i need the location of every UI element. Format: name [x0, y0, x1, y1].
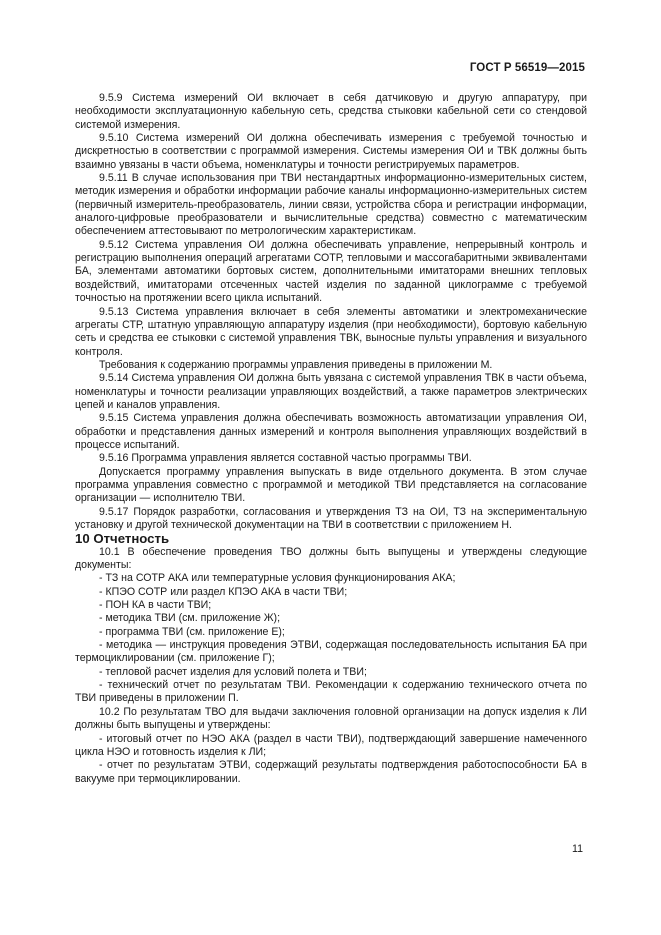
paragraph-10-2: 10.2 По результатам ТВО для выдачи заключения головной организации на допуск изделия к ЛИ должны быть выпущены и утверждены: [75, 705, 587, 732]
list-item: - ПОН КА в части ТВИ; [99, 599, 212, 612]
section-title: 10 Отчетность [75, 531, 170, 547]
page-number: 11 [572, 843, 583, 855]
list-item: - методика — инструкция проведения ЭТВИ, содержащая последовательность испытания БА при термоциклировании (см. приложение Г); [75, 639, 587, 665]
list-item: - отчет по результатам ЭТВИ, содержащий результаты подтверждения работоспособности БА в вакууме при термоциклировании. [75, 759, 587, 785]
document-header: ГОСТ Р 56519—2015 [469, 62, 585, 74]
paragraph-10-1: 10.1 В обеспечение проведения ТВО должны быть выпущены и утверждены следующие документы: [75, 545, 587, 572]
page-body [75, 92, 587, 786]
list-item: - ТЗ на СОТР АКА или температурные условия функционирования АКА; [99, 572, 456, 585]
list-item: - методика ТВИ (см. приложение Ж); [99, 612, 281, 625]
paragraph-9-5-15: 9.5.15 Система управления должна обеспечивать возможность автоматизации управления ОИ, обработки и представления данных измерений и контроля выполнения управляющих воздействий в процессе испытаний. [75, 412, 587, 451]
list-item: - технический отчет по результатам ТВИ. Рекомендации к содержанию технического отчета по ТВИ приведены в приложении П. [75, 679, 587, 705]
paragraph-9-5-11: 9.5.11 В случае использования при ТВИ нестандартных информационно-измерительных систем, методик измерения и обработки информации рабочие каналы информационно-измерительных систем (первичный измеритель-преобразователь, линии связи, устройства сбора и регистрации информации, аналого-цифровые преобразователи и вычислительные средства) совместно с математическим обеспечением аттестовывают по метрологическим характеристикам. [75, 172, 587, 238]
paragraph-9-5-10: 9.5.10 Система измерений ОИ должна обеспечивать измерения с требуемой точностью и дискретностью в соответствии с программой измерения. Системы измерения ОИ и ТВК должны быть взаимно увязаны в части объема, номенклатуры и точности регистрируемых параметров. [75, 132, 587, 171]
paragraph-9-5-13: 9.5.13 Система управления включает в себя элементы автоматики и электромеханические агрегаты СТР, штатную управляющую аппаратуру изделия (при необходимости), бортовую кабельную сеть и средства ее стыковки с системой управления ТВК, выносные пульты управления и визуального контроля. [75, 305, 587, 358]
list-item: - итоговый отчет по НЭО АКА (раздел в части ТВИ), подтверждающий завершение намеченного цикла НЭО и готовность изделия к ЛИ; [75, 732, 587, 758]
list-item: - КПЭО СОТР или раздел КПЭО АКА в части ТВИ; [99, 585, 348, 598]
list-item: - программа ТВИ (см. приложение Е); [99, 625, 285, 638]
paragraph-9-5-17: 9.5.17 Порядок разработки, согласования и утверждения ТЗ на ОИ, ТЗ на экспериментальную установку и другой технической документации на ТВИ в соответствии с приложением Н. [75, 505, 587, 531]
paragraph-9-5-12: 9.5.12 Система управления ОИ должна обеспечивать управление, непрерывный контроль и регистрацию выполнения операций агрегатами СОТР, тепловыми и массогабаритными эквивалентами БА, элементами автоматики бортовых систем, дополнительными имитаторами внешних тепловых воздействий, имитаторами отсеченных частей изделия по заданной циклограмме с требуемой точностью на протяжении всего цикла испытаний. [75, 238, 587, 305]
paragraph-separate-document: Допускается программу управления выпускать в виде отдельного документа. В этом случае программа управления совместно с программой и методикой ТВИ представляется на согласование организации — исполнителю ТВИ. [75, 465, 587, 505]
paragraph-9-5-9: 9.5.9 Система измерений ОИ включает в себя датчиковую и другую аппаратуру, при необходимости эксплуатационную кабельную сеть, средства стыковки кабельной сети со стендовой системой измерения. [75, 92, 587, 131]
list-item: - тепловой расчет изделия для условий полета и ТВИ; [99, 665, 367, 678]
paragraph-9-5-16: 9.5.16 Программа управления является составной частью программы ТВИ. [99, 452, 472, 465]
paragraph-control-program-requirements: Требования к содержанию программы управления приведены в приложении М. [99, 358, 493, 371]
paragraph-9-5-14: 9.5.14 Система управления ОИ должна быть увязана с системой управления ТВК в части объема, номенклатуры и точности реализации управляющих воздействий, а также параметров электрических цепей и каналов управления. [75, 372, 587, 411]
